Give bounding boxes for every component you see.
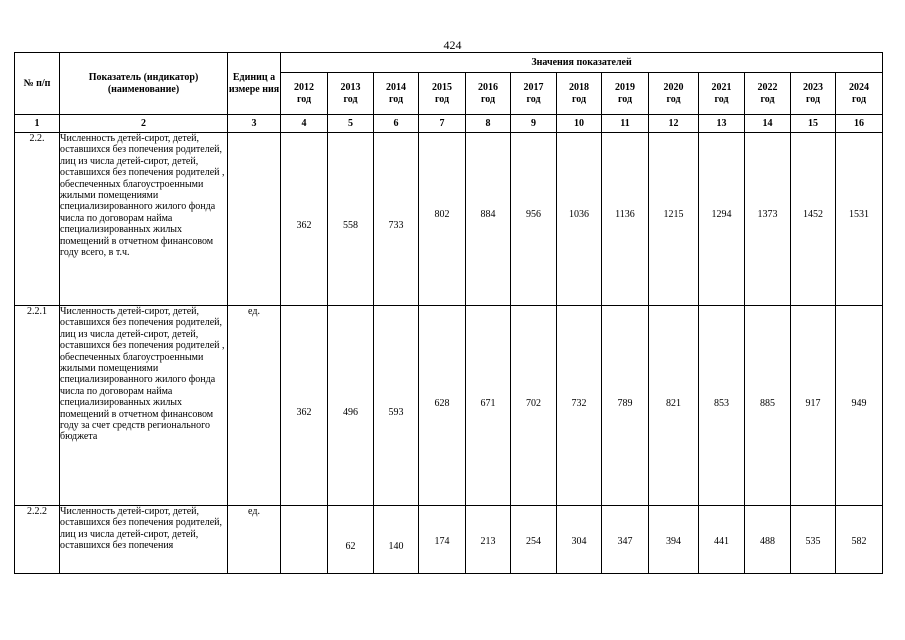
value-cell-2017 — [511, 133, 557, 306]
value: 1373 — [757, 209, 778, 221]
value-cell-2019 — [602, 306, 649, 506]
year-suffix: год — [760, 93, 775, 105]
value: 394 — [666, 535, 681, 547]
year-suffix: год — [388, 93, 404, 105]
value: 174 — [434, 535, 450, 547]
row-unit — [228, 133, 281, 306]
page-number: 424 — [443, 38, 462, 52]
value: 254 — [526, 535, 541, 547]
header-year-2014 — [374, 73, 419, 115]
year-suffix: год — [666, 93, 681, 105]
row-unit: ед. — [228, 506, 281, 574]
column-number: 16 — [836, 115, 883, 133]
column-number: 5 — [328, 115, 374, 133]
value-cell-2014 — [374, 133, 419, 306]
row-indicator: Численность детей-сирот, детей, оставшихся без попечения родителей, лиц из числа детей-сирот, детей, оставшихся без попечения родителей , обеспеченных благоустроенными жилыми помещениями специализированного жилого фонда числа по договорам найма специализированных жилых помещений в отчетном финансовом году всего, в т.ч. — [60, 133, 228, 306]
year-number: 2018 — [569, 82, 589, 94]
value-cell-2015 — [419, 506, 466, 574]
header-row — [15, 53, 883, 73]
value-cell-2023 — [791, 506, 836, 574]
indicators-table — [14, 52, 883, 574]
value-cell-2017 — [511, 306, 557, 506]
value: 733 — [388, 220, 404, 232]
header-year-2020 — [649, 73, 699, 115]
year-number: 2023 — [803, 82, 823, 94]
header-year-2013 — [328, 73, 374, 115]
year-suffix: год — [296, 93, 312, 105]
column-number: 2 — [60, 115, 228, 133]
column-numbers-row — [15, 115, 883, 133]
year-suffix: год — [805, 93, 821, 105]
year-number: 2020 — [663, 82, 684, 94]
value: 789 — [617, 397, 633, 409]
year-number: 2013 — [340, 82, 361, 94]
value-cell-2020 — [649, 306, 699, 506]
value-cell-2018 — [557, 506, 602, 574]
year-suffix: год — [343, 93, 358, 105]
year-suffix: год — [526, 93, 541, 105]
value-cell-2013 — [328, 306, 374, 506]
value: 1215 — [663, 209, 684, 221]
year-number: 2021 — [711, 82, 732, 94]
value: 362 — [296, 220, 312, 232]
year-suffix: год — [852, 93, 867, 105]
year-suffix: год — [571, 93, 587, 105]
header-indicator: Показатель (индикатор) (наименование) — [60, 53, 228, 115]
value-cell-2015 — [419, 133, 466, 306]
value: 496 — [343, 406, 358, 418]
year-number: 2017 — [523, 82, 544, 94]
column-number: 1 — [15, 115, 60, 133]
header-year-2024 — [836, 73, 883, 115]
table-row — [15, 506, 883, 574]
value-cell-2020 — [649, 506, 699, 574]
value: 213 — [480, 535, 496, 547]
column-number: 4 — [281, 115, 328, 133]
value: 441 — [714, 535, 729, 547]
row-unit: ед. — [228, 306, 281, 506]
value: 347 — [617, 535, 633, 547]
value-cell-2021 — [699, 133, 745, 306]
value-cell-2024 — [836, 133, 883, 306]
column-number: 6 — [374, 115, 419, 133]
value-cell-2022 — [745, 133, 791, 306]
value: 593 — [388, 406, 404, 418]
value: 671 — [480, 397, 496, 409]
value: 1036 — [569, 209, 589, 221]
year-suffix: год — [617, 93, 633, 105]
column-number: 8 — [466, 115, 511, 133]
value-cell-2016 — [466, 506, 511, 574]
header-year-2023 — [791, 73, 836, 115]
header-year-2016 — [466, 73, 511, 115]
value-cell-2016 — [466, 133, 511, 306]
value-cell-2023 — [791, 306, 836, 506]
header-year-2017 — [511, 73, 557, 115]
header-year-2018 — [557, 73, 602, 115]
value-cell-2017 — [511, 506, 557, 574]
value: 949 — [851, 397, 867, 409]
value-cell-2019 — [602, 506, 649, 574]
value: 702 — [526, 397, 541, 409]
year-suffix: год — [434, 93, 450, 105]
year-suffix: год — [714, 93, 729, 105]
value-cell-2021 — [699, 506, 745, 574]
header-year-2022 — [745, 73, 791, 115]
header-unit: Единиц а измере ния — [228, 53, 281, 115]
value-cell-2018 — [557, 306, 602, 506]
value: 1136 — [615, 209, 635, 221]
value-cell-2015 — [419, 306, 466, 506]
value: 917 — [805, 397, 821, 409]
row-number: 2.2. — [15, 133, 60, 306]
value: 628 — [434, 397, 450, 409]
value: 1294 — [711, 209, 732, 221]
value: 535 — [805, 535, 821, 547]
year-number: 2024 — [849, 82, 870, 94]
value-cell-2012 — [281, 306, 328, 506]
value-cell-2018 — [557, 133, 602, 306]
value: 802 — [434, 209, 450, 221]
year-number: 2014 — [386, 82, 406, 94]
value-cell-2014 — [374, 506, 419, 574]
value: 488 — [760, 535, 775, 547]
value: 362 — [296, 406, 312, 418]
column-number: 3 — [228, 115, 281, 133]
header-year-2021 — [699, 73, 745, 115]
value: 732 — [571, 397, 587, 409]
row-number: 2.2.2 — [15, 506, 60, 574]
header-values: Значения показателей — [281, 53, 883, 73]
value: 558 — [343, 220, 358, 232]
column-number: 10 — [557, 115, 602, 133]
value-cell-2012 — [281, 506, 328, 574]
column-number: 9 — [511, 115, 557, 133]
value-cell-2020 — [649, 133, 699, 306]
year-number: 2022 — [757, 82, 778, 94]
value-cell-2019 — [602, 133, 649, 306]
column-number: 11 — [602, 115, 649, 133]
header-year-2019 — [602, 73, 649, 115]
value: 1452 — [803, 209, 823, 221]
column-number: 12 — [649, 115, 699, 133]
value-cell-2023 — [791, 133, 836, 306]
value-cell-2024 — [836, 506, 883, 574]
column-number: 15 — [791, 115, 836, 133]
year-number: 2016 — [478, 82, 498, 94]
value-cell-2014 — [374, 306, 419, 506]
value: 1531 — [849, 209, 870, 221]
value: 885 — [760, 397, 775, 409]
value: 821 — [666, 397, 681, 409]
value-cell-2012 — [281, 133, 328, 306]
table-row — [15, 306, 883, 506]
year-number: 2012 — [294, 82, 314, 94]
value: 140 — [388, 540, 404, 552]
column-number: 13 — [699, 115, 745, 133]
value: 304 — [571, 535, 587, 547]
value: 62 — [345, 540, 356, 552]
header-year-2012 — [281, 73, 328, 115]
value: 853 — [714, 397, 729, 409]
row-indicator: Численность детей-сирот, детей, оставшихся без попечения родителей, лиц из числа детей-сирот, детей, оставшихся без попечения — [60, 506, 228, 574]
row-number: 2.2.1 — [15, 306, 60, 506]
year-number: 2015 — [432, 82, 452, 94]
value: 884 — [480, 209, 496, 221]
value-cell-2022 — [745, 306, 791, 506]
table-row — [15, 133, 883, 306]
value: 956 — [526, 209, 541, 221]
row-indicator: Численность детей-сирот, детей, оставшихся без попечения родителей, лиц из числа детей-сирот, детей, оставшихся без попечения родителей , обеспеченных благоустроенными жилыми помещениями специализированного жилого фонда числа по договорам найма специализированных жилых помещений в отчетном финансовом году за счет средств регионального бюджета — [60, 306, 228, 506]
value-cell-2013 — [328, 506, 374, 574]
column-number: 14 — [745, 115, 791, 133]
year-number: 2019 — [615, 82, 635, 94]
header-number: № п/п — [15, 53, 60, 115]
value-cell-2021 — [699, 306, 745, 506]
value-cell-2024 — [836, 306, 883, 506]
value: 582 — [851, 535, 867, 547]
value-cell-2022 — [745, 506, 791, 574]
header-year-2015 — [419, 73, 466, 115]
value-cell-2013 — [328, 133, 374, 306]
year-suffix: год — [480, 93, 496, 105]
value-cell-2016 — [466, 306, 511, 506]
column-number: 7 — [419, 115, 466, 133]
